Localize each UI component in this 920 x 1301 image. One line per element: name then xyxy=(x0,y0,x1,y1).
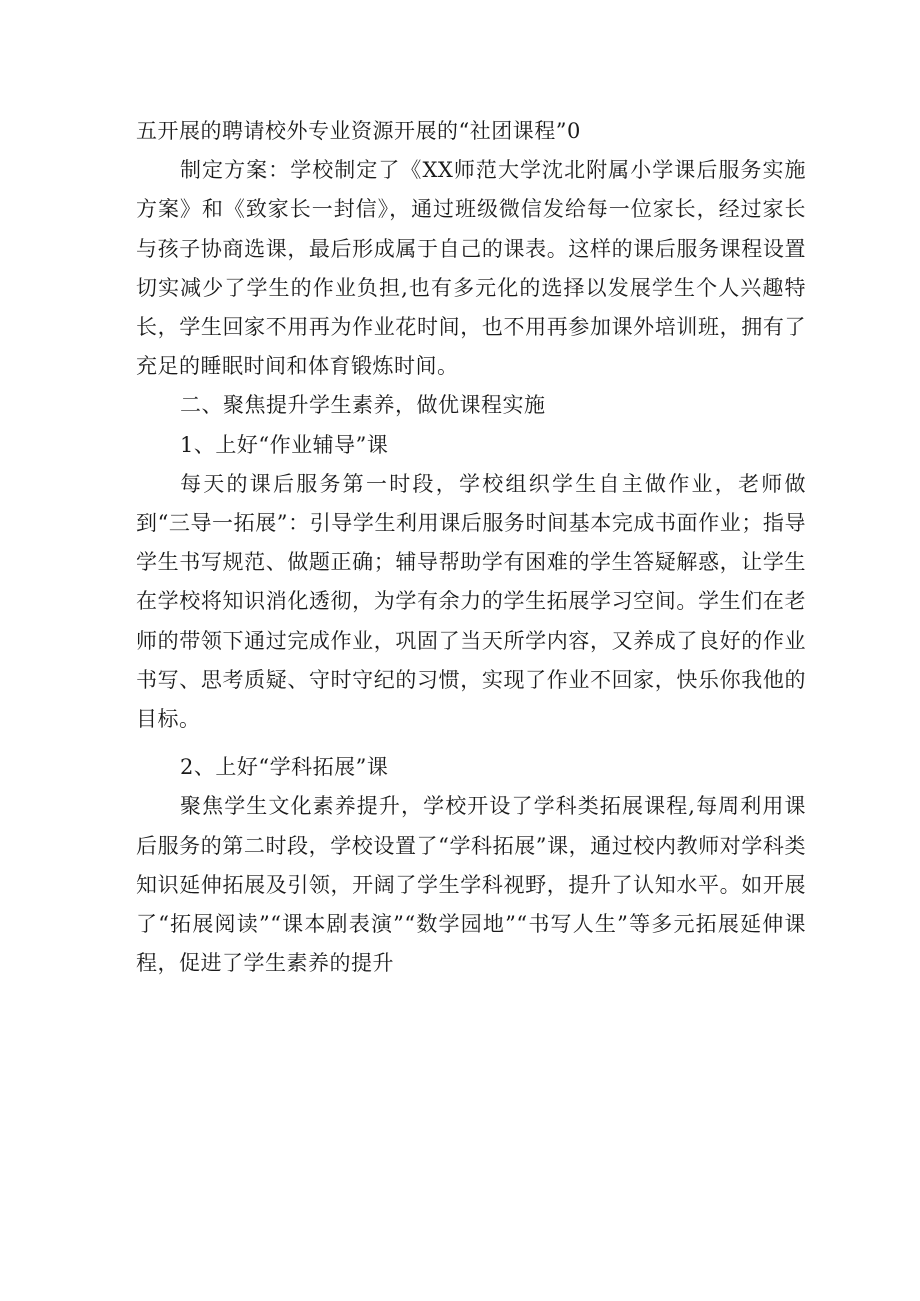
paragraph-intro-continuation: 五开展的聘请校外专业资源开展的“社团课程”0 xyxy=(136,119,581,143)
section-heading-2: 二、聚焦提升学生素养，做优课程实施 xyxy=(180,393,546,418)
paragraph-homework-tutoring: 每天的课后服务第一时段，学校组织学生自主做作业，老师做到“三导一拓展”：引导学生利用课后服务时间基本完成书面作业；指导学生书写规范、做题正确；辅导帮助学有困难的学生答疑解惑，让学生在学校将知识消化透彻，为学有余力的学生拓展学习空间。学生们在老师的带领下通过完成作业，巩固了当天所学内容，又养成了良好的作业书写、思考质疑、守时守纪的习惯，实现了作业不回家，快乐你我他的目标。 xyxy=(136,471,806,732)
spacer xyxy=(136,739,806,748)
paragraph-subject-extension: 聚焦学生文化素养提升，学校开设了学科类拓展课程,每周利用课后服务的第二时段，学校设置了“学科拓展”课，通过校内教师对学科类知识延伸拓展及引领，开阔了学生学科视野，提升了认知水平。如开展了“拓展阅读”“课本剧表演”“数学园地”“书写人生”等多元拓展延伸课程，促进了学生素养的提升 xyxy=(136,794,806,976)
document-body xyxy=(136,112,806,983)
paragraph-plan: 制定方案：学校制定了《XX师范大学沈北附属小学课后服务实施方案》和《致家长一封信》，通过班级微信发给每一位家长，经过家长与孩子协商选课，最后形成属于自己的课表。这样的课后服务课程设置切实减少了学生的作业负担,也有多元化的选择以发展学生个人兴趣特长，学生回家不用再为作业花时间，也不用再参加课外培训班，拥有了充足的睡眠时间和体育锻炼时间。 xyxy=(136,158,806,379)
subheading-homework-tutoring: 1、上好“作业辅导”课 xyxy=(180,432,389,457)
subheading-subject-extension: 2、上好“学科拓展”课 xyxy=(180,755,389,780)
